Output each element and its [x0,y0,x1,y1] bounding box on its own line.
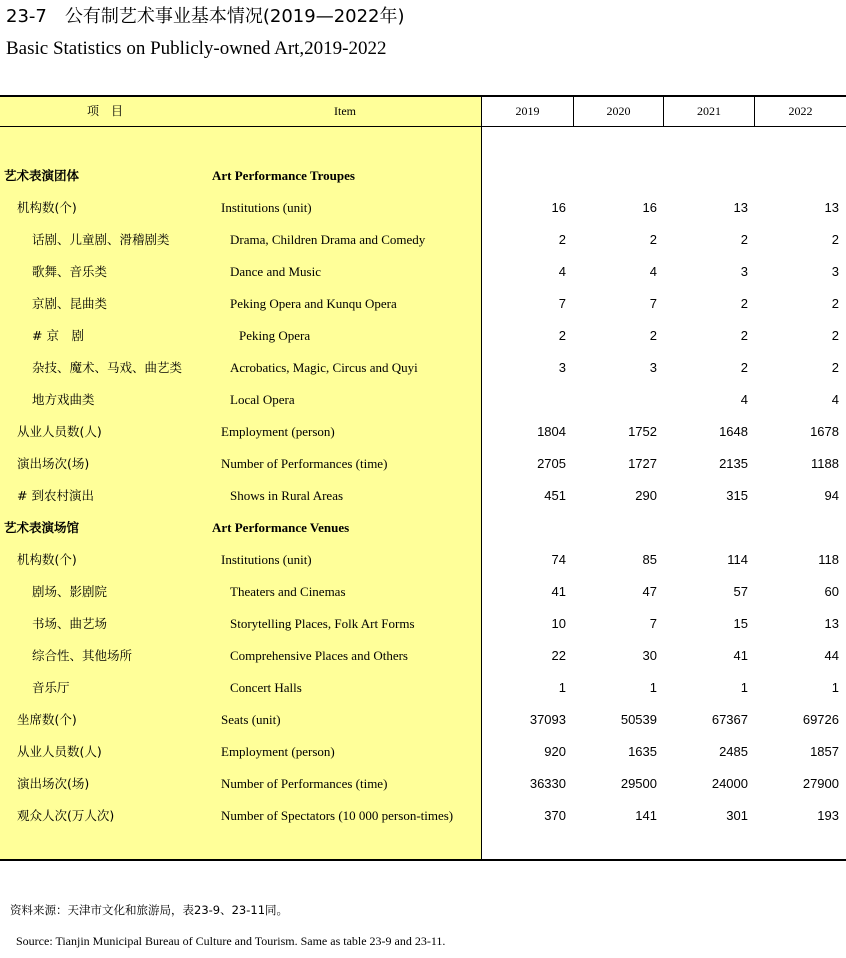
value-cell-2020: 2 [649,232,657,247]
row-label-en: Storytelling Places, Folk Art Forms [230,616,415,631]
value-cell-2019: 451 [544,488,566,503]
value-cell-2022: 60 [824,584,839,599]
row-label-cn: 艺术表演团体 [4,168,80,183]
value-cell-2019: 10 [551,616,566,631]
value-cell-2019: 7 [558,296,566,311]
row-label-cn: 音乐厅 [32,680,70,695]
table-number: 23-7 [6,6,47,27]
row-label-cn: 地方戏曲类 [32,392,95,407]
row-label-en: Peking Opera and Kunqu Opera [230,296,397,311]
value-cell-2020: 4 [649,264,657,279]
row-label-en: Peking Opera [239,328,311,343]
value-cell-2021: 315 [726,488,748,503]
table-row [0,160,846,192]
table-row [0,736,846,768]
table-row [0,544,846,576]
source-note-en: Source: Tianjin Municipal Bureau of Culture and Tourism. Same as table 23-9 and 23-11. [16,934,446,948]
value-cell-2019: 370 [544,808,566,823]
row-label-en: Local Opera [230,392,295,407]
table-title-cn [6,6,405,28]
value-cell-2021: 67367 [711,712,748,727]
row-label-cn: 杂技、魔术、马戏、曲艺类 [32,360,183,375]
value-cell-2019: 16 [551,200,566,215]
table-row [0,416,846,448]
row-label-cn: 观众人次(万人次) [17,808,115,823]
row-label-cn: 坐席数(个) [17,712,77,727]
row-label-cn: 机构数(个) [17,552,77,567]
value-cell-2021: 114 [727,552,748,567]
value-cell-2019: 37093 [529,712,566,727]
row-label-en: Employment (person) [221,424,335,439]
value-cell-2019: 4 [558,264,566,279]
value-cell-2020: 1727 [628,456,657,471]
value-cell-2022: 4 [831,392,839,407]
value-cell-2020: 7 [649,296,657,311]
value-cell-2021: 15 [733,616,748,631]
value-cell-2022: 1678 [810,424,839,439]
value-cell-2022: 1188 [811,456,839,471]
value-cell-2021: 2135 [719,456,748,471]
row-label-cn: 从业人员数(人) [17,744,102,759]
row-label-en: Drama, Children Drama and Comedy [230,232,426,247]
row-label-cn: 演出场次(场) [17,776,90,791]
table-row [0,800,846,832]
value-cell-2022: 193 [817,808,839,823]
row-label-cn: 从业人员数(人) [17,424,102,439]
header-year-2021: 2021 [663,97,754,126]
value-cell-2021: 4 [740,392,748,407]
row-label-cn: 剧场、影剧院 [32,584,108,599]
value-cell-2019: 2 [558,232,566,247]
value-cell-2021: 3 [740,264,748,279]
value-cell-2020: 29500 [620,776,657,791]
header-year-2019: 2019 [481,97,573,126]
value-cell-2020: 1635 [628,744,657,759]
row-label-en: Number of Spectators (10 000 person-times) [221,808,454,823]
value-cell-2022: 2 [831,328,839,343]
row-label-en: Employment (person) [221,744,335,759]
table-title-en: Basic Statistics on Publicly-owned Art,2019-2022 [6,38,387,59]
row-label-en: Comprehensive Places and Others [230,648,408,663]
table-row [0,352,846,384]
value-cell-2021: 2 [740,296,748,311]
table-row [0,768,846,800]
value-cell-2022: 94 [824,488,839,503]
value-cell-2022: 44 [824,648,839,663]
value-cell-2019: 2705 [537,456,566,471]
value-cell-2020: 3 [649,360,657,375]
value-cell-2019: 2 [558,328,566,343]
value-cell-2021: 1648 [719,424,748,439]
table-row [0,640,846,672]
table-row [0,704,846,736]
value-cell-2020: 7 [649,616,657,631]
value-cell-2020: 50539 [620,712,657,727]
value-cell-2019: 22 [551,648,566,663]
value-cell-2020: 2 [649,328,657,343]
row-label-en: Acrobatics, Magic, Circus and Quyi [230,360,418,375]
value-cell-2022: 2 [831,360,839,375]
table-row [0,192,846,224]
value-cell-2020: 141 [635,808,657,823]
value-cell-2020: 1 [649,680,657,695]
value-cell-2021: 24000 [711,776,748,791]
row-label-cn: 综合性、其他场所 [32,648,133,663]
row-label-en: Concert Halls [230,680,302,695]
value-cell-2022: 3 [831,264,839,279]
row-label-en: Shows in Rural Areas [230,488,344,503]
row-label-en: Art Performance Troupes [212,168,355,183]
value-cell-2021: 2485 [719,744,748,759]
header-year-2020: 2020 [573,97,663,126]
value-cell-2022: 13 [824,200,839,215]
row-label-cn: 话剧、儿童剧、滑稽剧类 [32,232,170,247]
row-label-cn: 机构数(个) [17,200,77,215]
row-label-cn: 歌舞、音乐类 [32,264,108,279]
table-row [0,320,846,352]
value-cell-2022: 1857 [810,744,839,759]
value-cell-2022: 2 [831,232,839,247]
value-cell-2019: 74 [551,552,566,567]
value-cell-2021: 2 [740,232,748,247]
value-cell-2022: 1 [831,680,839,695]
row-label-en: Theaters and Cinemas [230,584,346,599]
value-cell-2020: 290 [635,488,657,503]
value-cell-2020: 16 [642,200,657,215]
row-label-cn: # 到农村演出 [17,488,94,503]
value-cell-2022: 27900 [802,776,839,791]
row-label-en: Dance and Music [230,264,321,279]
row-label-cn: 书场、曲艺场 [32,616,108,631]
source-note-cn: 资料来源：天津市文化和旅游局，表23-9、23-11同。 [10,903,289,917]
row-label-en: Number of Performances (time) [221,456,388,471]
value-cell-2020: 1752 [628,424,657,439]
value-cell-2021: 41 [733,648,748,663]
table-title-cn-text: 公有制艺术事业基本情况(2019—2022年) [64,6,405,27]
value-cell-2019: 1804 [537,424,566,439]
value-cell-2021: 1 [740,680,748,695]
table-row [0,608,846,640]
row-label-cn: 艺术表演场馆 [4,520,80,535]
table-row [0,224,846,256]
table-row [0,480,846,512]
value-cell-2022: 118 [818,552,839,567]
header-year-2022: 2022 [754,97,846,126]
table-row [0,576,846,608]
value-cell-2020: 30 [642,648,657,663]
value-cell-2021: 57 [733,584,748,599]
row-label-en: Art Performance Venues [212,520,350,535]
value-cell-2020: 47 [642,584,657,599]
value-cell-2019: 36330 [529,776,566,791]
value-cell-2020: 85 [642,552,657,567]
value-cell-2022: 13 [824,616,839,631]
table-row [0,256,846,288]
value-cell-2022: 2 [831,296,839,311]
row-label-en: Institutions (unit) [221,200,312,215]
table-row [0,288,846,320]
value-cell-2019: 3 [558,360,566,375]
value-cell-2021: 13 [733,200,748,215]
row-label-cn: 演出场次(场) [17,456,90,471]
value-cell-2021: 2 [740,360,748,375]
row-label-en: Number of Performances (time) [221,776,388,791]
header-item-en: Item [334,104,356,118]
table-row [0,672,846,704]
table-row [0,512,846,544]
header-item-cn: 项 目 [86,104,123,118]
value-cell-2021: 2 [740,328,748,343]
table-row [0,384,846,416]
value-cell-2019: 41 [551,584,566,599]
row-label-cn: 京剧、昆曲类 [32,296,108,311]
table-header [0,97,846,127]
value-cell-2019: 920 [544,744,566,759]
table-row [0,448,846,480]
value-cell-2019: 1 [558,680,566,695]
value-cell-2021: 301 [726,808,748,823]
row-label-en: Institutions (unit) [221,552,312,567]
row-label-en: Seats (unit) [221,712,281,727]
value-cell-2022: 69726 [802,712,839,727]
statistics-table [0,95,846,861]
row-label-cn: # 京 剧 [32,328,84,343]
